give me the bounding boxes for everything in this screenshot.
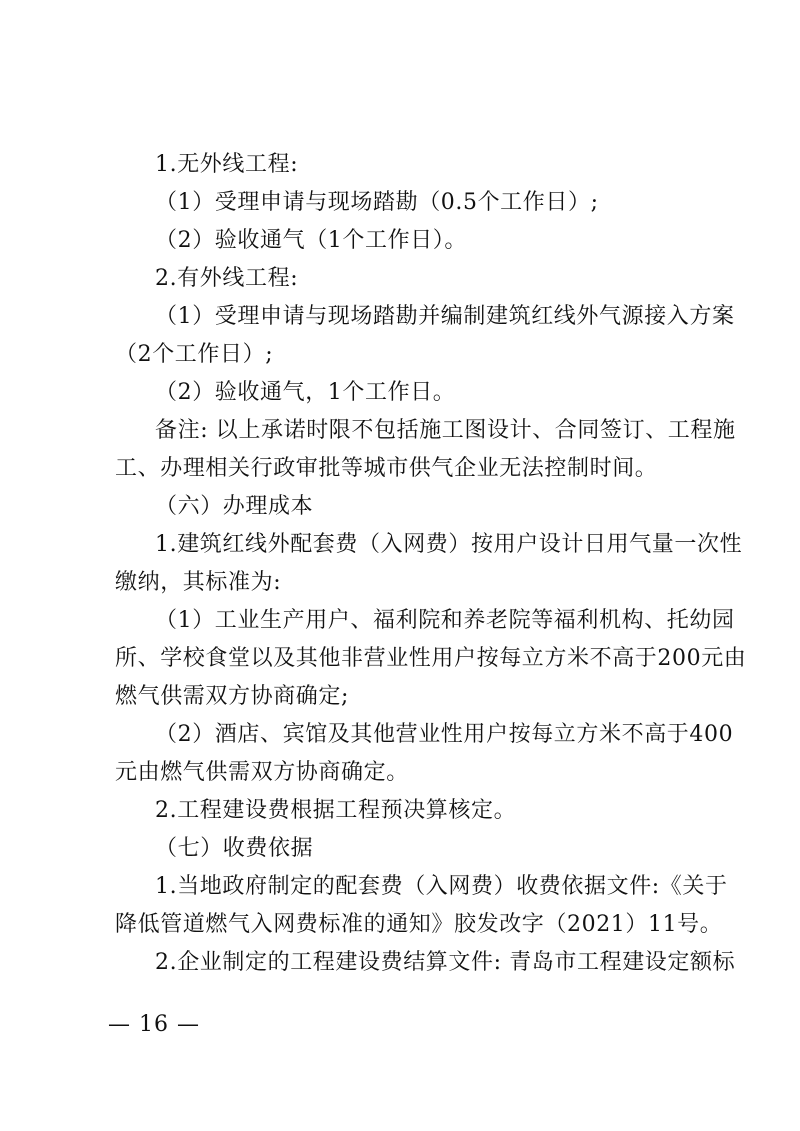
text-line: 降低管道燃气入网费标准的通知》胶发改字（2021）11号。 xyxy=(115,912,723,937)
text-line: （2）验收通气（1个工作日）。 xyxy=(155,228,467,253)
section-heading: （六）办理成本 xyxy=(155,494,314,519)
text-line: 2.工程建设费根据工程预决算核定。 xyxy=(155,798,517,823)
text-line: （2）验收通气，1个工作日。 xyxy=(155,380,456,405)
text-line: （2）酒店、宾馆及其他营业性用户按每立方米不高于400 xyxy=(155,722,734,747)
section-heading: （七）收费依据 xyxy=(155,836,314,861)
text-line: 工、办理相关行政审批等城市供气企业无法控制时间。 xyxy=(115,456,658,481)
text-line: （1）工业生产用户、福利院和养老院等福利机构、托幼园 xyxy=(155,608,735,633)
text-line: 1.无外线工程: xyxy=(155,152,299,177)
text-line: 2.企业制定的工程建设费结算文件: 青岛市工程建设定额标 xyxy=(155,950,736,975)
text-line: 2.有外线工程: xyxy=(155,266,299,291)
text-line: （1）受理申请与现场踏勘并编制建筑红线外气源接入方案 xyxy=(155,304,735,329)
text-line: 缴纳，其标准为: xyxy=(115,570,282,595)
text-line: 燃气供需双方协商确定; xyxy=(115,684,350,709)
text-line: （1）受理申请与现场踏勘（0.5个工作日）; xyxy=(155,190,599,215)
text-line: 1.当地政府制定的配套费（入网费）收费依据文件:《关于 xyxy=(155,874,728,899)
text-line: 备注: 以上承诺时限不包括施工图设计、合同签订、工程施 xyxy=(155,418,736,443)
page-number: — 16 — xyxy=(108,1012,200,1037)
text-line: （2个工作日）; xyxy=(115,342,274,367)
text-line: 元由燃气供需双方协商确定。 xyxy=(115,760,409,785)
text-line: 1.建筑红线外配套费（入网费）按用户设计日用气量一次性 xyxy=(155,532,743,557)
text-line: 所、学校食堂以及其他非营业性用户按每立方米不高于200元由 xyxy=(115,646,747,671)
